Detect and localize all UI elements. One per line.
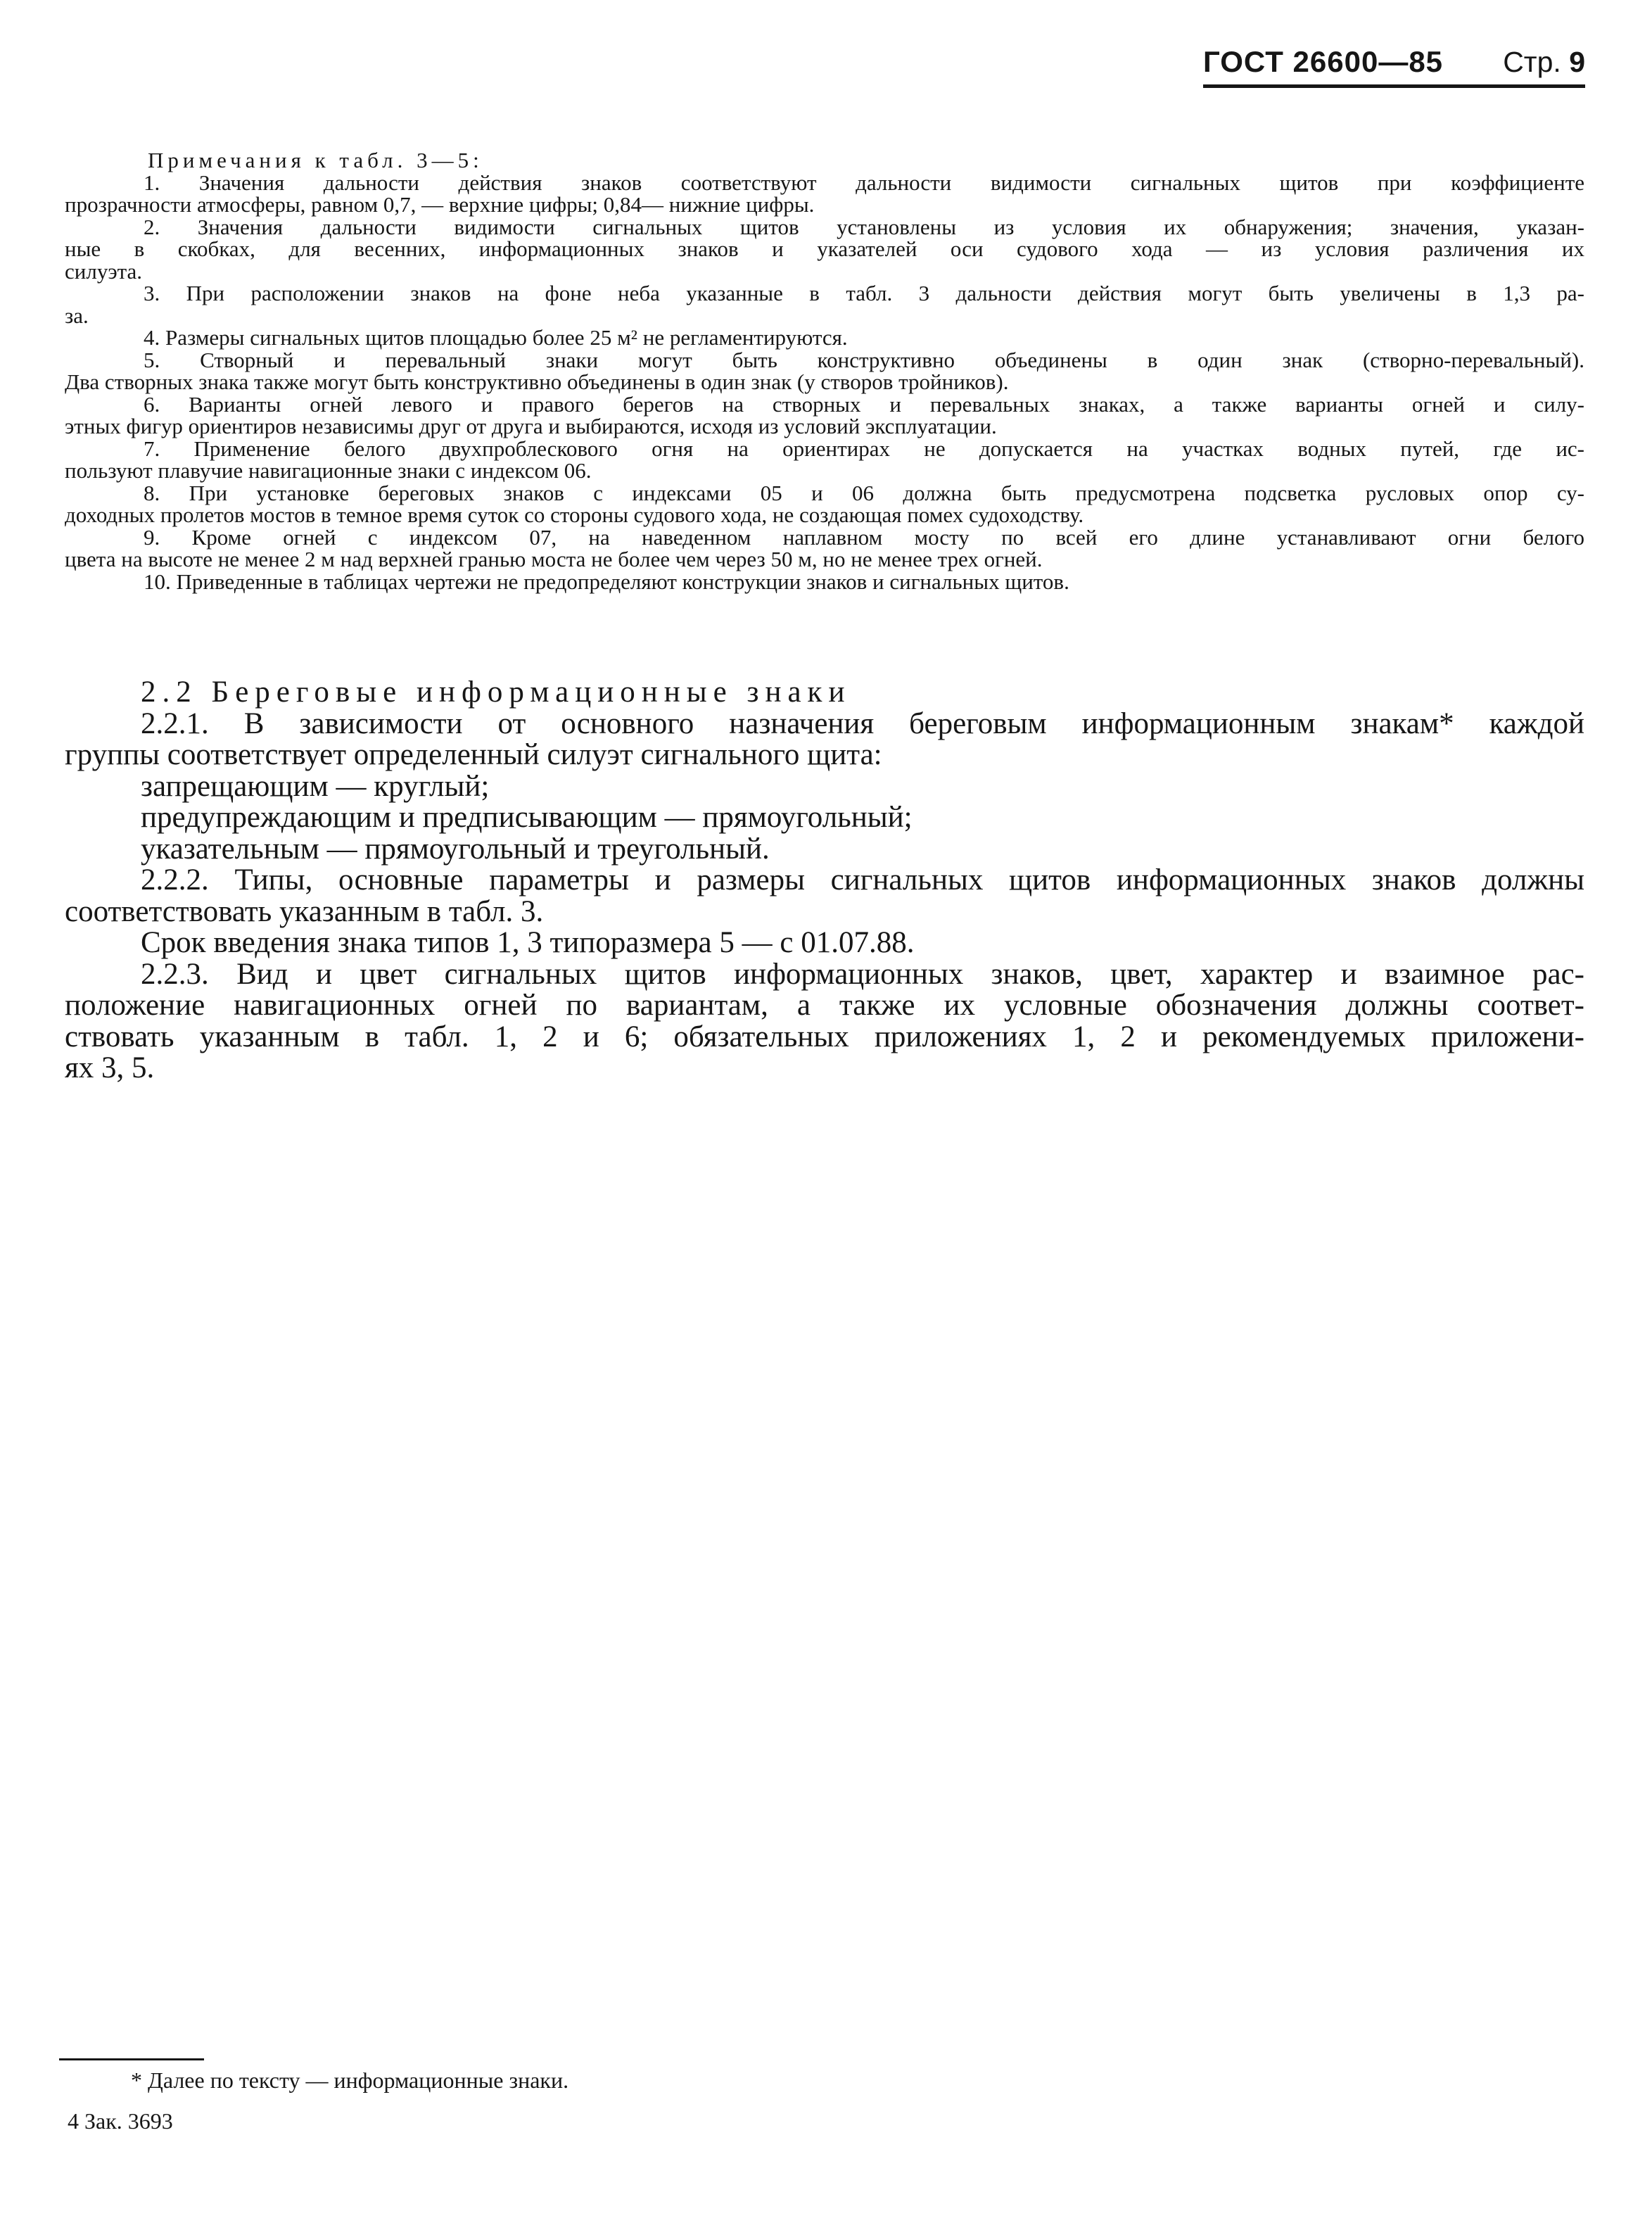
note-line: за. — [65, 303, 89, 328]
note-line: силуэта. — [65, 258, 143, 284]
page-header — [1203, 45, 1585, 88]
note-line: 9. Кроме огней с индексом 07, на наведенном наплавном мосту по всей его длине устанавливают огни белого — [144, 524, 1584, 550]
note-line: 2. Значения дальности видимости сигнальных щитов установлены из условия их обнаружения; значения, указан- — [144, 214, 1584, 239]
section-2-2 — [65, 677, 1584, 1084]
paragraph-line: ях 3, 5. — [65, 1051, 155, 1084]
note-line: 4. Размеры сигнальных щитов площадью более 25 м² не регламентируются. — [144, 325, 848, 350]
note-line: 1. Значения дальности действия знаков соответствуют дальности видимости сигнальных щитов при коэффициенте — [144, 170, 1584, 195]
note-line: 10. Приведенные в таблицах чертежи не предопределяют конструкции знаков и сигнальных щитов. — [144, 569, 1069, 594]
notes-title: Примечания к табл. 3—5: — [148, 148, 483, 172]
paragraph-line: положение навигационных огней по вариантам, а также их условные обозначения должны соответ- — [65, 989, 1584, 1022]
note-line: доходных пролетов мостов в темное время суток со стороны судового хода, не создающая помех судоходству. — [65, 502, 1084, 527]
note-line: 3. При расположении знаков на фоне неба указанные в табл. 3 дальности действия могут быть увеличены в 1,3 ра- — [144, 281, 1584, 305]
paragraph-line: 2.2.1. В зависимости от основного назначения береговым информационным знакам* каждой — [141, 707, 1584, 740]
paragraph-line: соответствовать указанным в табл. 3. — [65, 894, 544, 928]
note-line: этных фигур ориентиров независимы друг от друга и выбираются, исходя из условий эксплуатации. — [65, 414, 997, 438]
paragraph-line: 2.2.2. Типы, основные параметры и размеры сигнальных щитов информационных знаков должны — [141, 863, 1584, 897]
note-line: прозрачности атмосферы, равном 0,7, — верхние цифры; 0,84— нижние цифры. — [65, 192, 815, 217]
paragraph-line: Срок введения знака типов 1, 3 типоразмера 5 — с 01.07.88. — [141, 926, 915, 959]
footnote: * Далее по тексту — информационные знаки. — [131, 2067, 569, 2093]
note-line: Два створных знака также могут быть конструктивно объединены в один знак (у створов тройников). — [65, 369, 1009, 394]
note-line: 6. Варианты огней левого и правого берегов на створных и перевальных знаках, а также варианты огней и силу- — [144, 391, 1584, 417]
page-label: Стр. — [1503, 46, 1561, 78]
page-number-label — [1503, 46, 1585, 79]
list-item: указательным — прямоугольный и треугольный. — [141, 832, 770, 866]
paragraph-line: группы соответствует определенный силуэт сигнального щита: — [65, 738, 882, 771]
standard-number: ГОСТ 26600—85 — [1203, 45, 1444, 78]
section-heading: 2.2 Береговые информационные знаки — [141, 676, 851, 709]
note-line: пользуют плавучие навигационные знаки с индексом 06. — [65, 458, 592, 483]
table-notes — [65, 149, 1584, 593]
note-line: 7. Применение белого двухпроблескового огня на ориентирах не допускается на участках водных путей, где ис- — [144, 436, 1584, 461]
footnote-divider — [59, 2058, 204, 2060]
paragraph-line: ствовать указанным в табл. 1, 2 и 6; обязательных приложениях 1, 2 и рекомендуемых приложени- — [65, 1020, 1584, 1053]
page-number: 9 — [1569, 46, 1585, 78]
note-line: 5. Створный и перевальный знаки могут быть конструктивно объединены в один знак (створно-перевальный). — [144, 347, 1584, 372]
note-line: ные в скобках, для весенних, информационных знаков и указателей оси судового хода — из условия различения их — [65, 236, 1584, 261]
paragraph-line: 2.2.3. Вид и цвет сигнальных щитов информационных знаков, цвет, характер и взаимное рас- — [141, 957, 1584, 991]
list-item: запрещающим — круглый; — [141, 769, 490, 803]
list-item: предупреждающим и предписывающим — прямоугольный; — [141, 801, 913, 834]
note-line: 8. При установке береговых знаков с индексами 05 и 06 должна быть предусмотрена подсветка русловых опор су- — [144, 480, 1584, 505]
note-line: цвета на высоте не менее 2 м над верхней гранью моста не более чем через 50 м, но не менее трех огней. — [65, 547, 1043, 571]
print-order-note: 4 Зак. 3693 — [68, 2108, 173, 2134]
